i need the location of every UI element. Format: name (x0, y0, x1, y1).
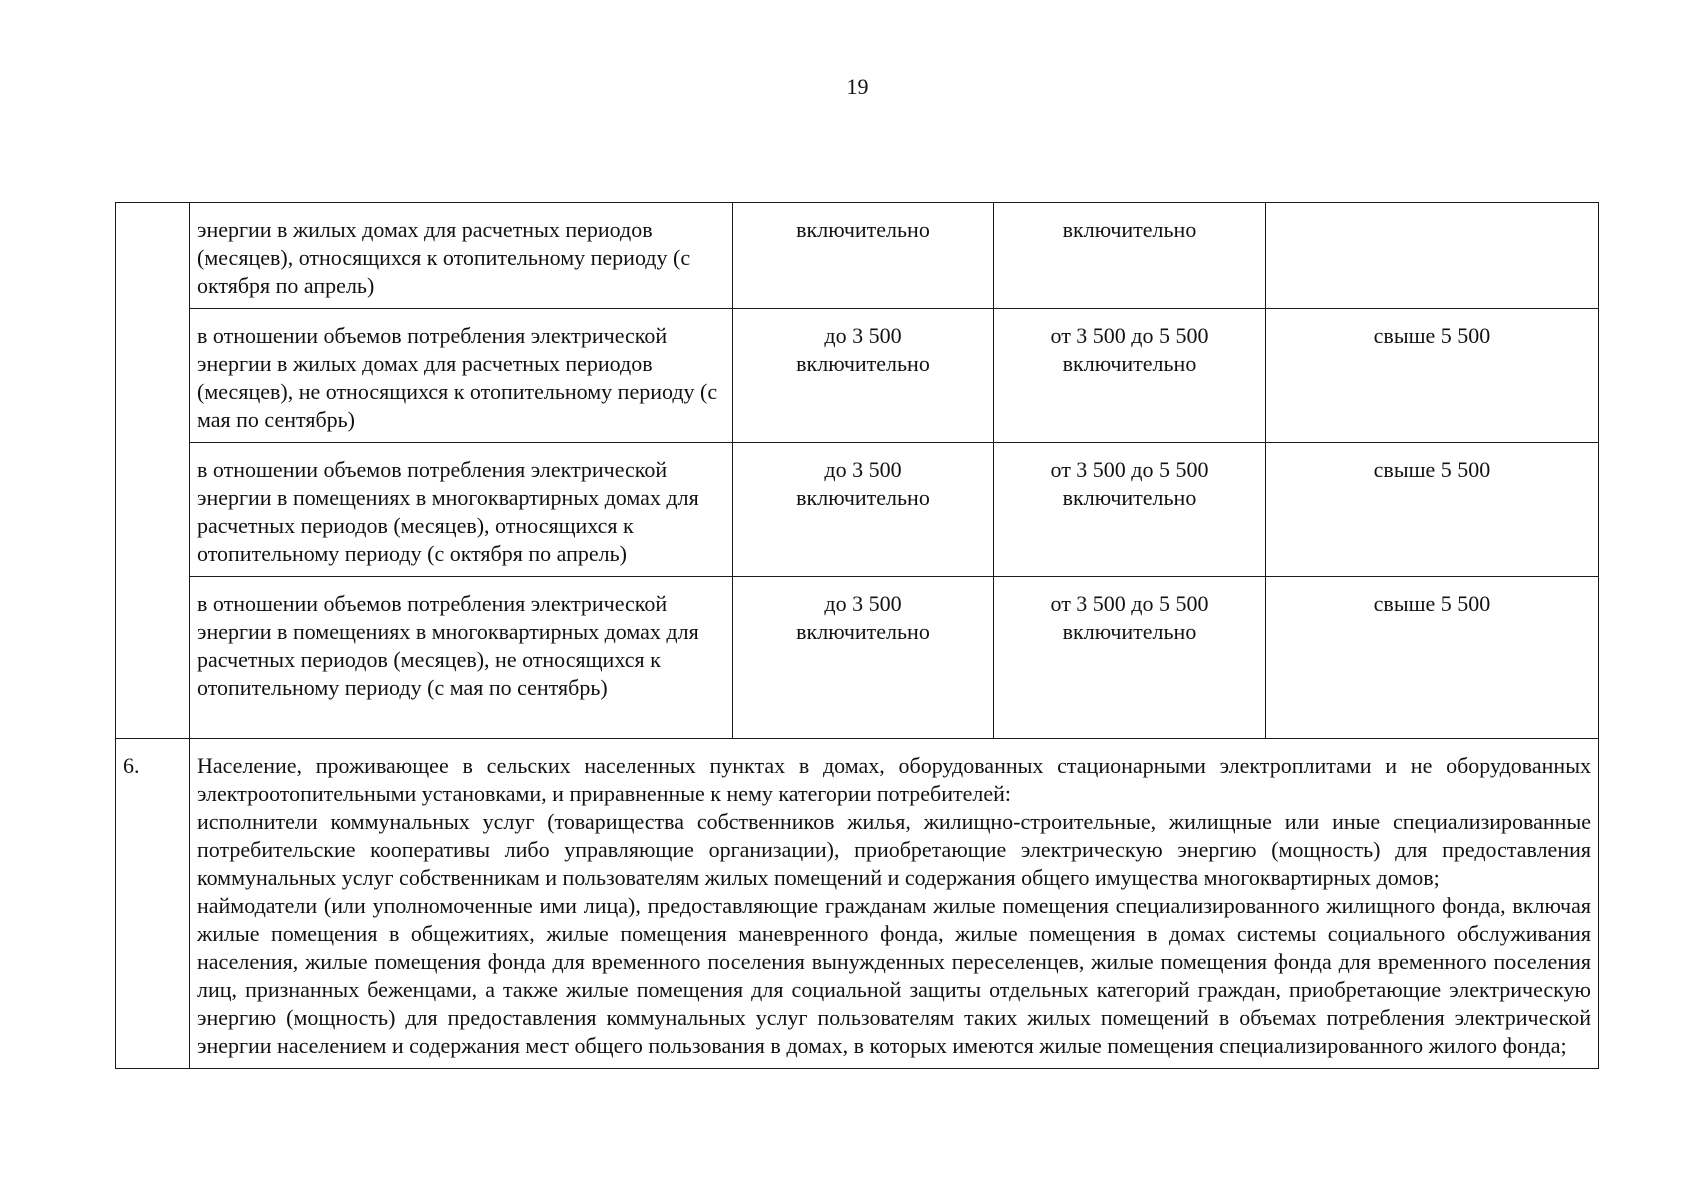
table-row (116, 309, 1599, 443)
section-text-cell (190, 739, 1599, 1069)
table-row (116, 577, 1599, 739)
description-cell: в отношении объемов потребления электрической энергии в помещениях в многоквартирных домах для расчетных периодов (месяцев), относящихся к отопительному периоду (с октября по апрель) (190, 443, 733, 577)
range-high-cell (1266, 203, 1599, 309)
description-cell: в отношении объемов потребления электрической энергии в жилых домах для расчетных периодов (месяцев), не относящихся к отопительному периоду (с мая по сентябрь) (190, 309, 733, 443)
range-mid-cell (994, 309, 1266, 443)
range-mid-cell (994, 443, 1266, 577)
table-row (116, 203, 1599, 309)
range-mid-text: от 3 500 до 5 500 (1050, 457, 1209, 482)
tariff-table (115, 202, 1599, 1069)
range-low-cell (733, 443, 994, 577)
range-low-cell (733, 309, 994, 443)
range-high-text: свыше 5 500 (1373, 457, 1491, 482)
range-low-suffix: включительно (796, 619, 930, 644)
range-mid-suffix: включительно (1062, 351, 1197, 376)
range-low-cell (733, 577, 994, 739)
range-low-text: до 3 500 (824, 457, 902, 482)
range-low-text: включительно (796, 217, 930, 242)
section-number: 6. (116, 739, 190, 1069)
range-low-text: до 3 500 (824, 591, 902, 616)
range-mid-suffix: включительно (1062, 485, 1197, 510)
range-low-cell (733, 203, 994, 309)
section-paragraph: наймодатели (или уполномоченные ими лица), предоставляющие гражданам жилые помещения специализированного жилищного фонда, включая жилые помещения в общежитиях, жилые помещения маневренного фонда, жилые помещения в домах системы социального обслуживания населения, жилые помещения фонда для временного поселения вынужденных переселенцев, жилые помещения фонда для временного поселения лиц, признанных беженцами, а также жилые помещения для социальной защиты отдельных категорий граждан, приобретающие электрическую энергию (мощность) для предоставления коммунальных услуг пользователям таких жилых помещений в объемах потребления электрической энергии населением и содержания мест общего пользования в домах, в которых имеются жилые помещения специализированного жилого фонда; (197, 893, 1591, 1058)
range-mid-text: от 3 500 до 5 500 (1050, 591, 1209, 616)
range-high-cell (1266, 577, 1599, 739)
range-mid-suffix: включительно (1062, 619, 1197, 644)
section-paragraph: исполнители коммунальных услуг (товарищества собственников жилья, жилищно-строительные, жилищные или иные специализированные потребительские кооперативы либо управляющие организации), приобретающие электрическую энергию (мощность) для предоставления коммунальных услуг собственникам и пользователям жилых помещений и содержания общего имущества многоквартирных домов; (197, 809, 1591, 890)
range-high-cell (1266, 309, 1599, 443)
description-cell: энергии в жилых домах для расчетных периодов (месяцев), относящихся к отопительному периоду (с октября по апрель) (190, 203, 733, 309)
range-high-cell (1266, 443, 1599, 577)
range-low-suffix: включительно (796, 351, 930, 376)
description-cell: в отношении объемов потребления электрической энергии в помещениях в многоквартирных домах для расчетных периодов (месяцев), не относящихся к отопительному периоду (с мая по сентябрь) (190, 577, 733, 739)
range-mid-text: включительно (1062, 217, 1197, 242)
table-row (116, 443, 1599, 577)
range-low-suffix: включительно (796, 485, 930, 510)
table-row (116, 739, 1599, 1069)
range-high-text: свыше 5 500 (1373, 323, 1491, 348)
range-mid-cell (994, 203, 1266, 309)
row-number-cell (116, 203, 190, 739)
section-paragraph: Население, проживающее в сельских населенных пунктах в домах, оборудованных стационарными электроплитами и не оборудованных электроотопительными установками, и приравненные к нему категории потребителей: (197, 753, 1591, 806)
page-number: 19 (846, 74, 869, 99)
range-mid-text: от 3 500 до 5 500 (1050, 323, 1209, 348)
range-low-text: до 3 500 (824, 323, 902, 348)
range-mid-cell (994, 577, 1266, 739)
range-high-text: свыше 5 500 (1373, 591, 1491, 616)
